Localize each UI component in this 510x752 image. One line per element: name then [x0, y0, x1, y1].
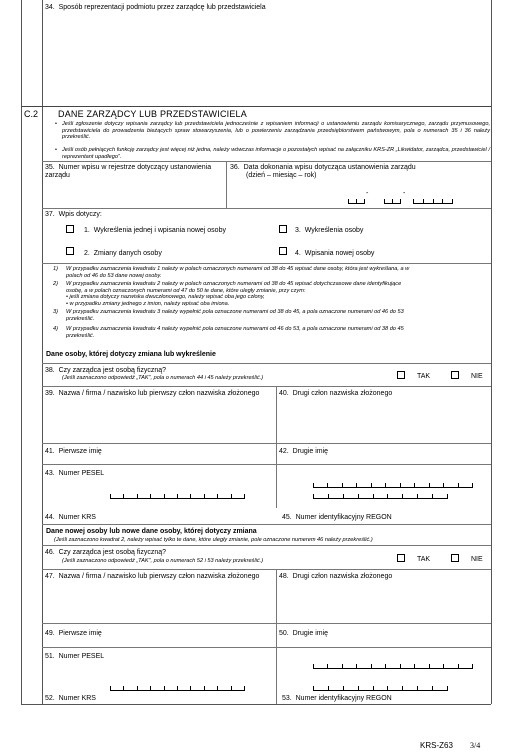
field-39-input[interactable] — [43, 410, 275, 442]
field-34-label: 34. Sposób reprezentacji podmiotu przez zarządcę lub przedstawiciela — [45, 4, 266, 11]
field-43-pesel-input[interactable] — [313, 483, 473, 488]
date-sep: - — [403, 190, 406, 197]
field-46-no-checkbox[interactable] — [451, 554, 459, 562]
option-2-checkbox[interactable] — [66, 247, 74, 255]
divider — [226, 161, 227, 208]
field-44-label: 44. Numer KRS — [45, 514, 96, 521]
field-47-input[interactable] — [43, 592, 275, 622]
field-49-label: 49. Pierwsze imię — [45, 630, 102, 637]
subsection-new-person-note: (Jeśli zaznaczono kwadrat 2, należy wpisać tylko te dane, które uległy zmianie, pole oznaczone numerem 46 należy przekreślić.) — [54, 537, 373, 543]
option-1-label: 1. Wykreślenia jednej i wpisania nowej osoby — [84, 227, 226, 234]
field-41-input[interactable] — [43, 456, 275, 463]
option-2-label: 2. Zmiany danych osoby — [84, 250, 162, 257]
subsection-new-person-title: Dane nowej osoby lub nowe dane osoby, której dotyczy zmiana — [46, 528, 257, 535]
field-42-label: 42. Drugie imię — [279, 448, 329, 455]
field-53-label: 53. Numer identyfikacyjny REGON — [282, 695, 392, 702]
field-38-sub: (Jeśli zaznaczono odpowiedź „TAK”, pola o numerach 44 i 45 należy przekreślić.) — [62, 375, 264, 381]
field-47-label: 47. Nazwa / firma / nazwisko lub pierwszy człon nazwiska złożonego — [45, 573, 260, 580]
field-34-input[interactable] — [43, 14, 490, 106]
field-36-label: 36. Data dokonania wpisu dotycząca ustanowienia zarządu — [230, 164, 416, 171]
instruction-4: 4) W przypadku zaznaczenia kwadratu 4 należy wypełnić pola oznaczone numerami od 46 do 53, a pola oznaczone numerami od 38 do 45 przekreślić. — [53, 326, 404, 339]
field-35-label: 35. Numer wpisu w rejestrze dotyczący ustanowienia zarządu — [45, 164, 212, 179]
field-53-regon-input[interactable] — [313, 686, 448, 691]
note-1: • Jeśli zgłoszenie dotyczy wpisania zarządcy lub przedstawiciela jednocześnie z wpisaniem informacji o ustanowieniu zarządu komisarycznego, zarządu przymusowego, przedstawiciela do prowadzenia bieżących spraw stowarzyszenia, lub o powierzeniu zarządzania przedsiębiorstwem państwowym, pola o numerach 35 i 36 należy przekreślić. — [55, 121, 490, 141]
option-1-checkbox[interactable] — [66, 225, 74, 233]
field-40-input[interactable] — [277, 400, 490, 442]
field-38-label: 38. Czy zarządca jest osobą fizyczną? — [45, 367, 167, 374]
field-35-input[interactable] — [43, 182, 225, 207]
field-43-label: 43. Numer PESEL — [45, 470, 105, 477]
field-46-sub: (Jeśli zaznaczono odpowiedź „TAK”, pola o numerach 52 i 53 należy przekreślić.) — [62, 558, 264, 564]
field-36-year[interactable] — [413, 199, 453, 204]
field-40-label: 40. Drugi człon nazwiska złożonego — [279, 390, 393, 397]
divider — [42, 524, 491, 525]
field-38-no-label: NIE — [471, 373, 483, 380]
field-36-month[interactable] — [384, 199, 401, 204]
field-36-sub: (dzień – miesiąc – rok) — [246, 172, 317, 179]
divider — [42, 569, 491, 570]
instruction-1: 1) W przypadku zaznaczenia kwadratu 1 należy w polach oznaczonych numerami od 38 do 45 wpisać dane osoby, która jest wykreślana, a w polach od 46 do 53 dane nowej osoby. — [53, 266, 410, 279]
bottom-border-line — [21, 704, 491, 705]
divider — [42, 161, 491, 162]
note-2: • Jeśli osób pełniących funkcję zarządcy jest więcej niż jedna, należy wówczas informacje o pozostałych wpisać na załączniku KRS-ZR „Likwidator, zarządca, przedstawiciel / reprezentant upadłego”. — [55, 147, 490, 160]
field-38-yes-label: TAK — [417, 373, 431, 380]
field-45-label: 45. Numer identyfikacyjny REGON — [282, 514, 392, 521]
field-42-input[interactable] — [277, 456, 490, 463]
field-51-label: 51. Numer PESEL — [45, 653, 105, 660]
divider — [42, 363, 491, 364]
divider — [42, 623, 491, 624]
field-37-label: 37. Wpis dotyczy: — [45, 211, 102, 218]
field-49-input[interactable] — [43, 638, 275, 646]
field-41-label: 41. Pierwsze imię — [45, 448, 102, 455]
instruction-2: 2) W przypadku zaznaczenia kwadratu 2 należy w polach oznaczonych numerami od 38 do 45 wpisać dotychczasowe dane identyfikujące osobę, a w polach oznaczonych numerami od 47 do 50 te dane, które uległy zmianie, przy czym: • jeśli zmiana dotyczy nazwiska dwuczłonowego, należy wpisać oba jego człony, • w przypadku zmiany jednego z imion, należy wpisać oba imiona. — [53, 281, 402, 307]
instruction-3: 3) W przypadku zaznaczenia kwadratu 3 należy wypełnić pola oznaczone numerami od 38 do 45, a pola oznaczone numerami od 46 do 53 przekreślić. — [53, 309, 404, 322]
field-46-label: 46. Czy zarządca jest osobą fizyczną? — [45, 549, 167, 556]
field-46-yes-checkbox[interactable] — [397, 554, 405, 562]
divider — [42, 647, 491, 648]
option-4-label: 4. Wpisania nowej osoby — [295, 250, 375, 257]
date-sep: - — [366, 190, 369, 197]
field-38-yes-checkbox[interactable] — [397, 371, 405, 379]
page-number: 3/4 — [470, 741, 481, 750]
field-46-no-label: NIE — [471, 556, 483, 563]
subsection-old-person-title: Dane osoby, której dotyczy zmiana lub wykreślenie — [46, 351, 216, 358]
field-48-input[interactable] — [277, 583, 490, 622]
right-border-line — [491, 0, 492, 704]
option-4-checkbox[interactable] — [279, 247, 287, 255]
field-39-label: 39. Nazwa / firma / nazwisko lub pierwszy człon nazwiska złożonego — [45, 390, 260, 397]
field-38-no-checkbox[interactable] — [451, 371, 459, 379]
field-52-label: 52. Numer KRS — [45, 695, 96, 702]
field-46-yes-label: TAK — [417, 556, 431, 563]
section-title: DANE ZARZĄDCY LUB PRZEDSTAWICIELA — [58, 109, 247, 119]
divider — [42, 464, 491, 465]
divider — [42, 545, 491, 546]
option-3-checkbox[interactable] — [279, 225, 287, 233]
divider — [42, 263, 491, 264]
field-50-input[interactable] — [277, 638, 490, 646]
field-51-pesel-input[interactable] — [313, 664, 473, 669]
divider — [42, 443, 491, 444]
section-code: C.2 — [24, 109, 39, 119]
field-44-krs-input[interactable] — [110, 494, 245, 499]
form-code: KRS-Z63 — [420, 741, 453, 750]
divider — [42, 386, 491, 387]
divider — [21, 106, 491, 107]
divider — [42, 208, 491, 209]
field-36-day[interactable] — [348, 199, 365, 204]
field-48-label: 48. Drugi człon nazwiska złożonego — [279, 573, 393, 580]
field-45-regon-input[interactable] — [313, 494, 448, 499]
field-52-krs-input[interactable] — [110, 686, 245, 691]
field-50-label: 50. Drugie imię — [279, 630, 329, 637]
option-3-label: 3. Wykreślenia osoby — [295, 227, 364, 234]
